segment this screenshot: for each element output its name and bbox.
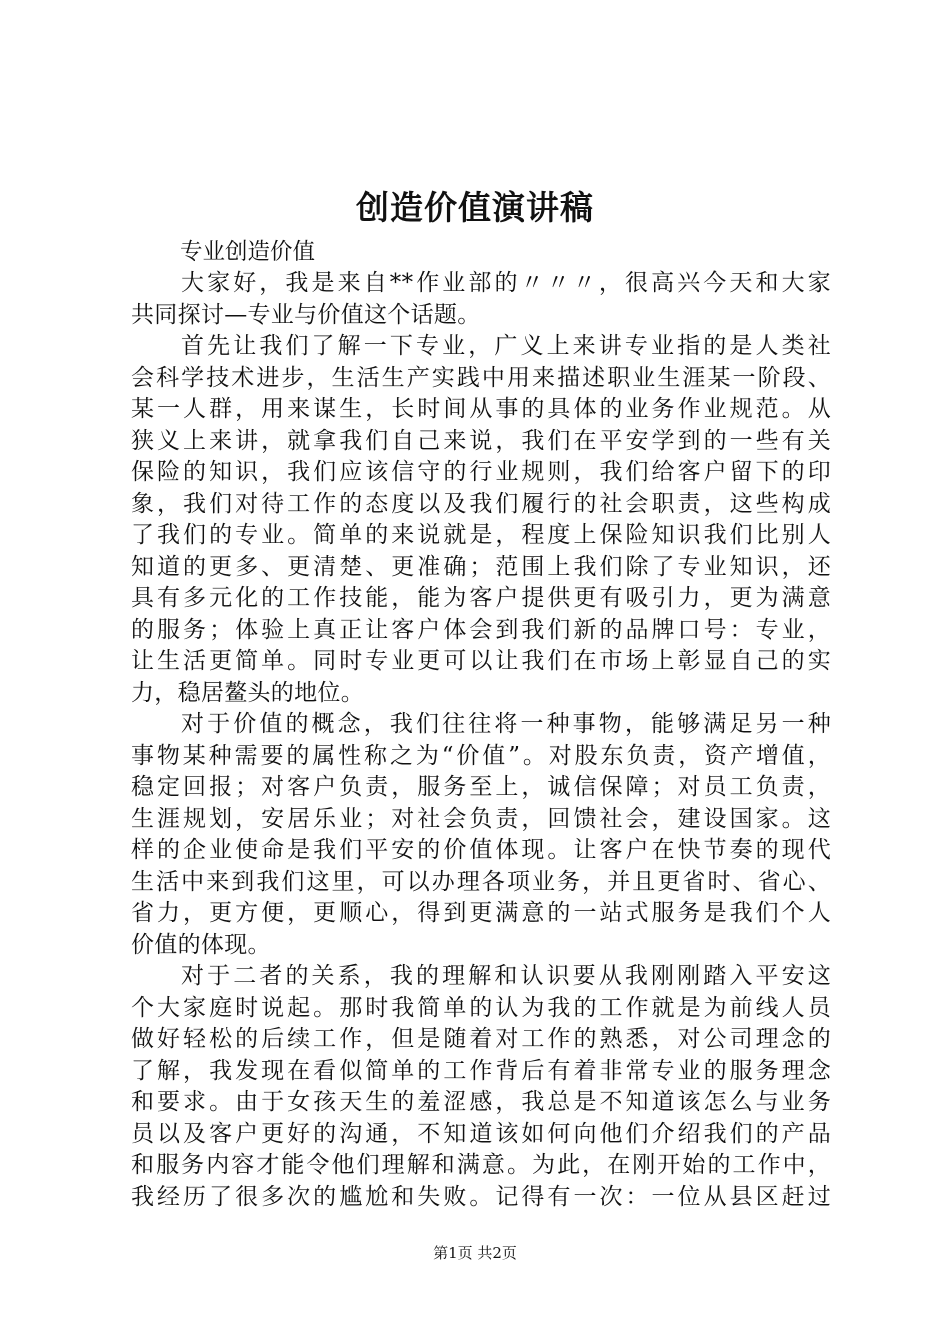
paragraph-line: 我经历了很多次的尴尬和失败。记得有一次：一位从县区赶过: [131, 1183, 831, 1210]
paragraph-line: 生活中来到我们这里，可以办理各项业务，并且更省时、省心、: [131, 868, 831, 895]
paragraph-line: 事物某种需要的属性称之为“价值”。对股东负责，资产增值，: [131, 742, 831, 769]
paragraph-line: 和服务内容才能令他们理解和满意。为此，在刚开始的工作中，: [131, 1152, 831, 1178]
paragraph-line: 具有多元化的工作技能，能为客户提供更有吸引力，更为满意: [131, 585, 831, 611]
paragraph-line: 大家好，我是来自**作业部的〃〃〃，很高兴今天和大家: [181, 270, 831, 296]
paragraph-line: 做好轻松的后续工作，但是随着对工作的熟悉，对公司理念的: [131, 1026, 831, 1052]
paragraph-line: 对于价值的概念，我们往往将一种事物，能够满足另一种: [181, 711, 831, 737]
body-paragraph: [131, 331, 831, 709]
paragraph-line: 首先让我们了解一下专业，广义上来讲专业指的是人类社: [181, 333, 831, 359]
paragraph-line: 稳定回报；对客户负责，服务至上，诚信保障；对员工负责，: [131, 774, 831, 800]
paragraph-line: 员以及客户更好的沟通，不知道该如何向他们介绍我们的产品: [131, 1120, 831, 1147]
paragraph-line: 共同探讨—专业与价值这个话题。: [131, 301, 481, 328]
body-paragraph: [131, 709, 831, 961]
paragraph-line: 价值的体现。: [131, 931, 271, 958]
paragraph-line: 生涯规划，安居乐业；对社会负责，回馈社会，建设国家。这: [131, 805, 831, 832]
paragraph-line: 某一人群，用来谋生，长时间从事的具体的业务作业规范。从: [131, 396, 831, 422]
paragraph-line: 狭义上来讲，就拿我们自己来说，我们在平安学到的一些有关: [131, 427, 831, 454]
paragraph-line: 让生活更简单。同时专业更可以让我们在市场上彰显自己的实: [131, 648, 831, 674]
paragraph-line: 了解，我发现在看似简单的工作背后有着非常专业的服务理念: [131, 1057, 831, 1084]
body-paragraph: [131, 268, 831, 331]
document-subtitle: 专业创造价值: [180, 239, 316, 265]
paragraph-line: 力，稳居鳌头的地位。: [131, 679, 364, 706]
body-paragraph: [131, 961, 831, 1213]
paragraph-line: 象，我们对待工作的态度以及我们履行的社会职责，这些构成: [131, 490, 831, 517]
paragraph-line: 个大家庭时说起。那时我简单的认为我的工作就是为前线人员: [131, 994, 831, 1021]
paragraph-line: 和要求。由于女孩天生的羞涩感，我总是不知道该怎么与业务: [131, 1089, 831, 1115]
document-body: [131, 268, 831, 1213]
document-title: 创造价值演讲稿: [356, 188, 594, 227]
paragraph-line: 对于二者的关系，我的理解和认识要从我刚刚踏入平安这: [181, 963, 831, 989]
paragraph-line: 知道的更多、更清楚、更准确；范围上我们除了专业知识，还: [131, 553, 831, 580]
paragraph-line: 的服务；体验上真正让客户体会到我们新的品牌口号：专业，: [131, 616, 831, 643]
paragraph-line: 了我们的专业。简单的来说就是，程度上保险知识我们比别人: [131, 522, 831, 548]
paragraph-line: 省力，更方便，更顺心，得到更满意的一站式服务是我们个人: [131, 900, 831, 926]
paragraph-line: 样的企业使命是我们平安的价值体现。让客户在快节奏的现代: [131, 837, 831, 863]
page-footer: 第1页 共2页: [433, 1244, 517, 1262]
paragraph-line: 保险的知识，我们应该信守的行业规则，我们给客户留下的印: [131, 459, 831, 485]
paragraph-line: 会科学技术进步，生活生产实践中用来描述职业生涯某一阶段、: [131, 364, 831, 391]
